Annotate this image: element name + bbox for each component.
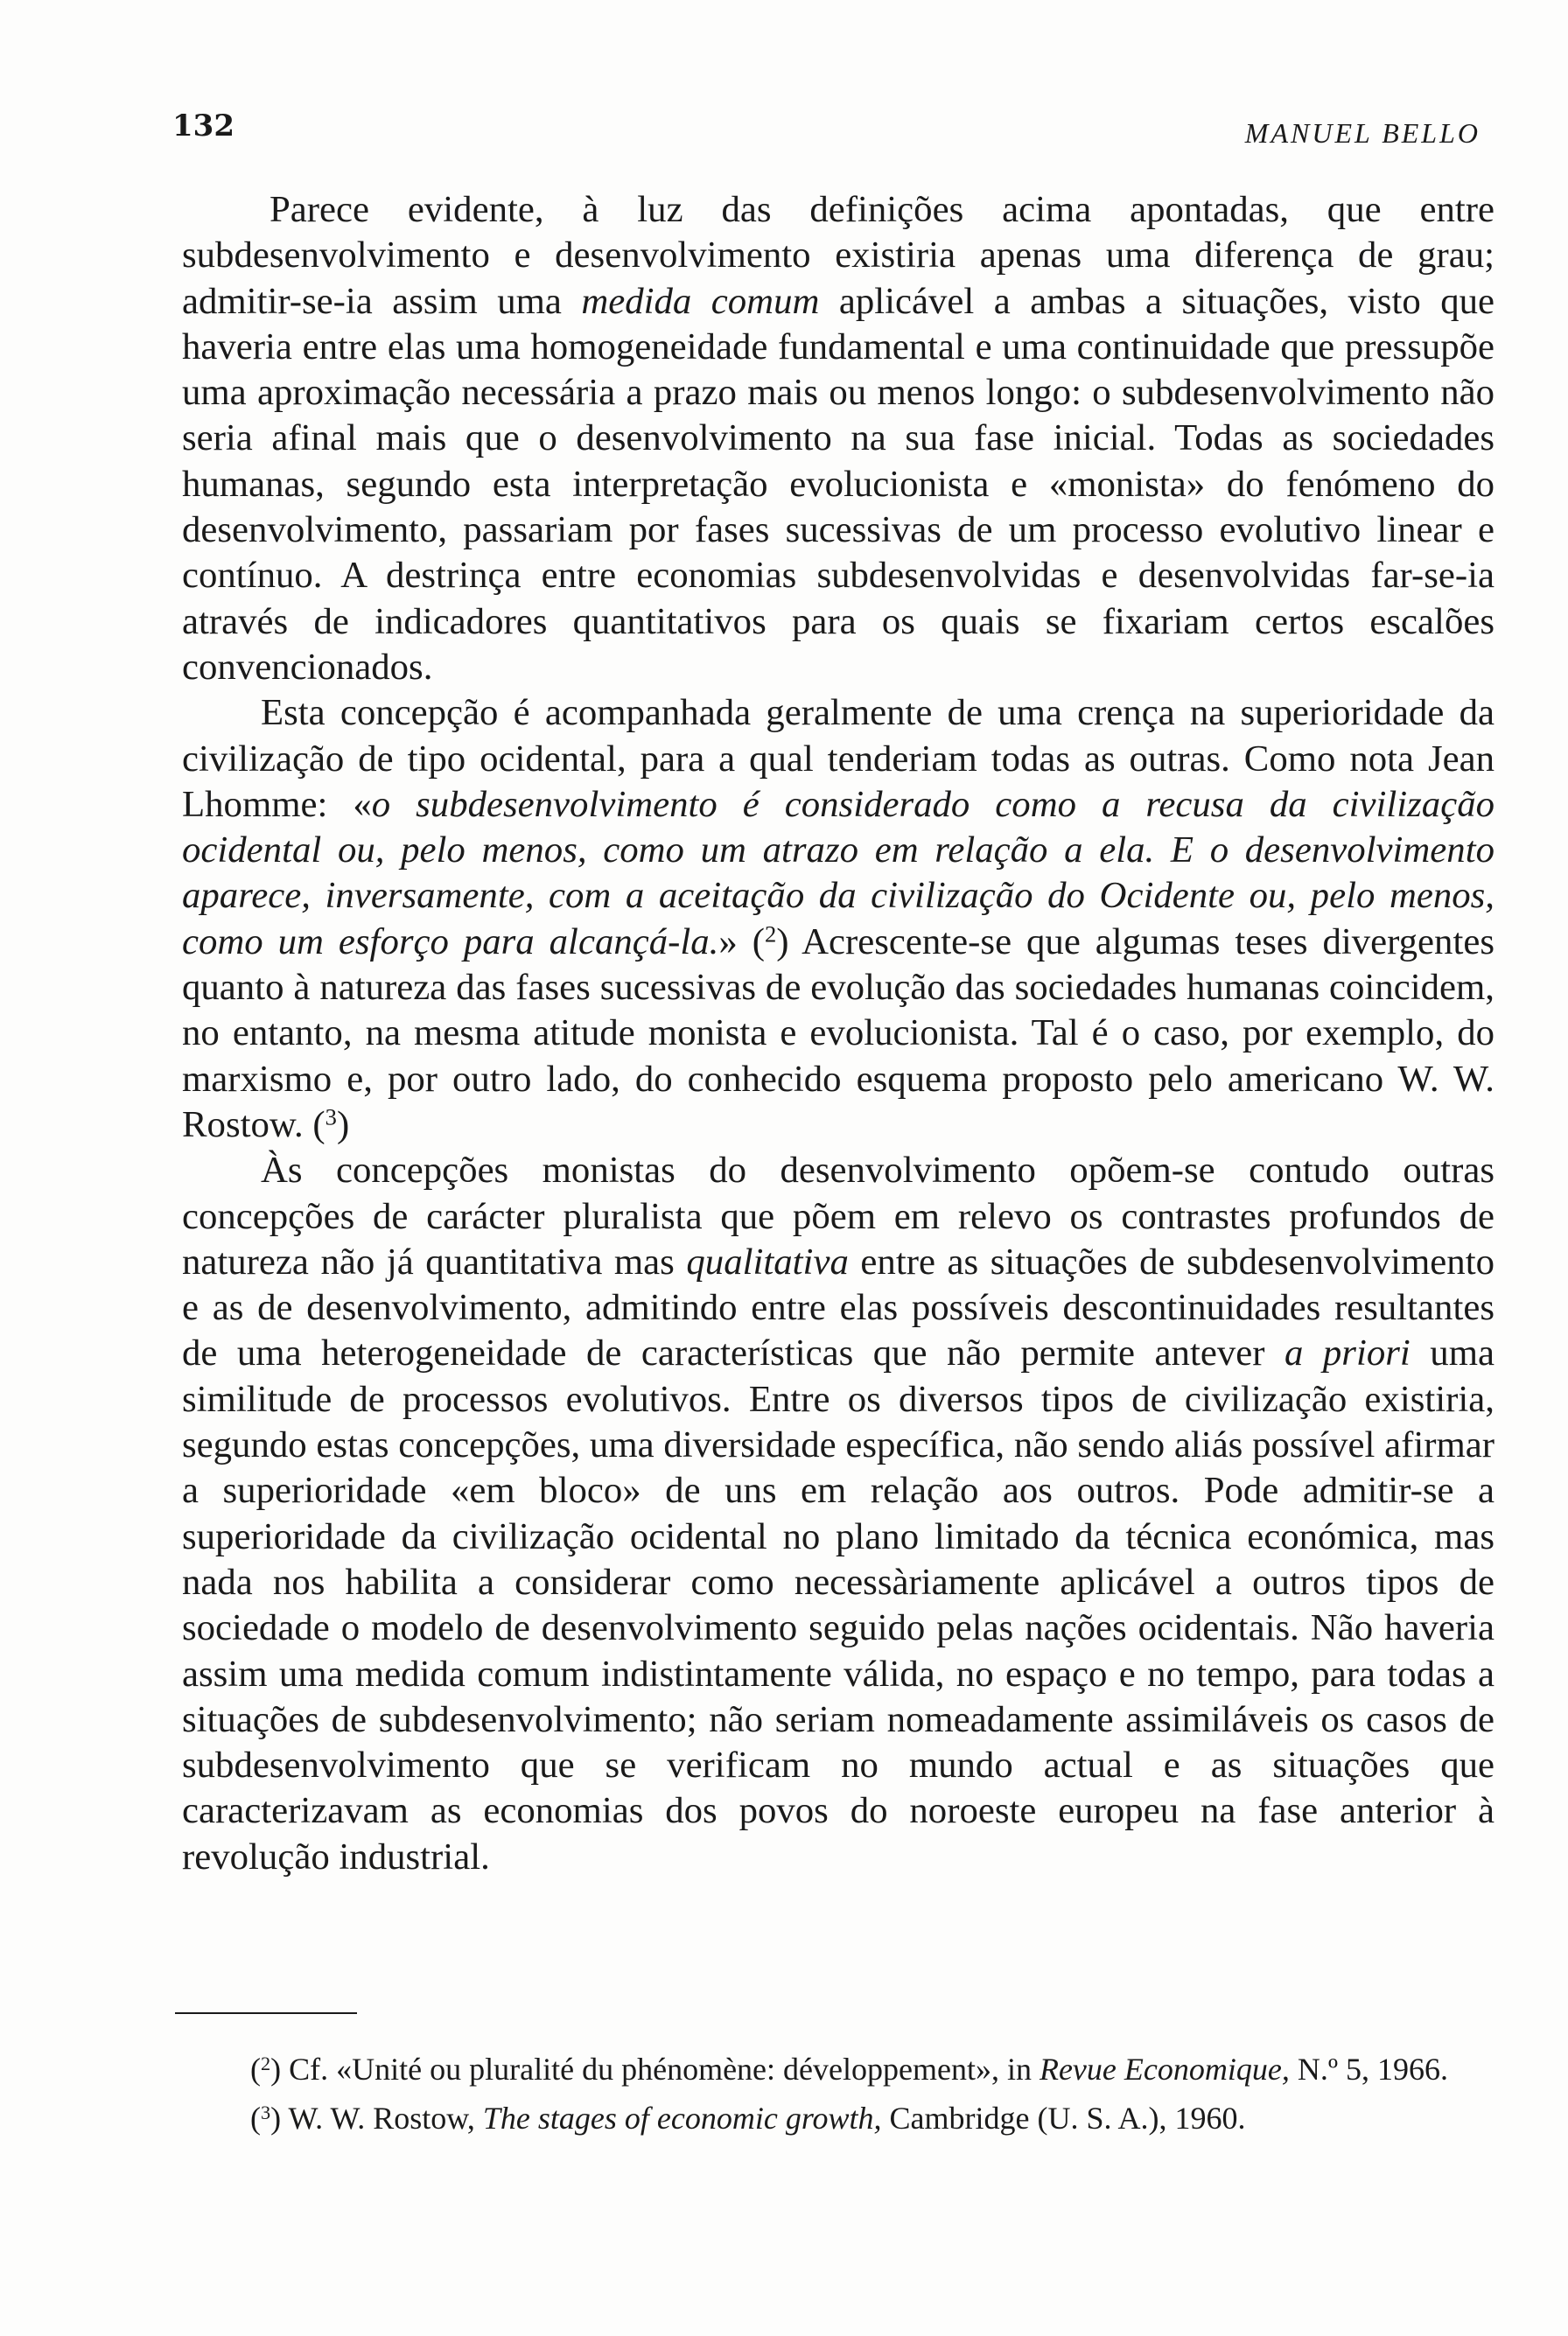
paragraph-2-text-4: ) (336, 1103, 350, 1145)
footnote-3-open: ( (250, 2101, 261, 2136)
footnote-ref-2[interactable]: 2 (764, 920, 777, 948)
paragraph-3-text-2: entre as situações de subdesenvolvimento e as de desenvolvimento, admitindo entre elas possíveis descontinuidades resultantes de uma heterogeneidade de características que não permite antever (182, 1241, 1494, 1374)
paragraph-3-italic-1: qualitativa (686, 1241, 849, 1283)
footnote-3-text-1: W. W. Rostow, (281, 2101, 483, 2136)
footnote-2-close: ) (270, 2052, 282, 2087)
footnote-2-journal: Revue Economique, (1039, 2052, 1290, 2087)
paragraph-3-italic-2: a priori (1284, 1332, 1410, 1374)
paragraph-2-text-1: Esta concepção é acompanhada geralmente de uma crença na superioridade da civilização de tipo ocidental, para a qual tenderiam todas as outras. Como nota Jean Lhomme: « (182, 692, 1494, 825)
paragraph-3-text-3: uma similitude de processos evolutivos. Entre os diversos tipos de civilização existiria, segundo estas concepções, uma diversidade específica, não sendo aliás possível afirmar a superioridade «em bloco» de uns em relação aos outros. Pode admitir-se a superioridade da civilização ocidental no plano limitado da técnica económica, mas nada nos habilita a considerar como necessàriamente aplicável a outros tipos de sociedade o modelo de desenvolvimento seguido pelas nações ocidentais. Não haveria assim uma medida comum indistintamente válida, no espaço e no tempo, para todas a situações de subdesenvolvimento; não seriam nomeadamente assimiláveis os casos de subdesenvolvimento que se verificam no mundo actual e as situações que caracterizavam as economias dos povos do noroeste europeu na fase anterior à revolução industrial. (182, 1332, 1494, 1878)
footnote-separator (175, 2012, 357, 2014)
footnote-2 (175, 2049, 1493, 2089)
footnote-2-text-1: Cf. «Unité ou pluralité du phénomène: développement», in (281, 2052, 1040, 2087)
paragraph-3-text-1: Às concepções monistas do desenvolvimento opõem-se contudo outras concepções de carácter pluralista que põem em relevo os contrastes profundos de natureza não já quantitativa mas (182, 1150, 1494, 1283)
running-title: MANUEL BELLO (1244, 117, 1480, 149)
footnote-2-open: ( (250, 2052, 261, 2087)
paragraph-2-text-3: ) Acrescente-se que algumas teses divergentes quanto à natureza das fases sucessivas de evolução das sociedades humanas coincidem, no entanto, na mesma atitude monista e evolucionista. Tal é o caso, por exemplo, do marxismo e, por outro lado, do conhecido esquema proposto pelo americano W. W. Rostow. ( (182, 920, 1494, 1145)
footnote-ref-3[interactable]: 3 (325, 1103, 337, 1130)
page-number: 132 (172, 108, 234, 143)
running-header (172, 105, 1480, 157)
footnote-3-book-title: The stages of economic growth, (482, 2101, 882, 2136)
paragraph-1-italic-1: medida comum (581, 280, 820, 322)
paragraph-1-text-1: Parece evidente, à luz das definições acima apontadas, que entre subdesenvolvimento e desenvolvimento existiria apenas uma diferença de grau; admitir-se-ia assim uma (182, 189, 1494, 322)
paragraph-2 (182, 690, 1494, 1148)
footnote-2-text-2: N.º 5, 1966. (1289, 2052, 1448, 2087)
footnote-2-number: 2 (261, 2052, 271, 2074)
paragraph-2-text-2: » ( (718, 920, 765, 962)
footnote-3-text-2: Cambridge (U. S. A.), 1960. (881, 2101, 1246, 2136)
paragraph-3 (182, 1148, 1494, 1880)
footnotes (175, 2049, 1493, 2147)
footnote-3-close: ) (270, 2101, 282, 2136)
paragraph-1-text-2: aplicável a ambas a situações, visto que haveria entre elas uma homogeneidade fundamental e uma continuidade que pressupõe uma aproximação necessária a prazo mais ou menos longo: o subdesenvolvimento não seria afinal mais que o desenvolvimento na sua fase inicial. Todas as sociedades humanas, segundo esta interpretação evolucionista e «monista» do fenómeno do desenvolvimento, passariam por fases sucessivas de um processo evolutivo linear e contínuo. A destrinça entre economias subdesenvolvidas e desenvolvidas far-se-ia através de indicadores quantitativos para os quais se fixariam certos escalões convencionados. (182, 280, 1494, 688)
paragraph-2-quote: o subdesenvolvimento é considerado como a recusa da civilização ocidental ou, pelo menos, como um atrazo em relação a ela. E o desenvolvimento aparece, inversamente, com a aceitação da civilização do Ocidente ou, pelo menos, como um esforço para alcançá-la. (182, 783, 1494, 962)
footnote-3 (175, 2098, 1493, 2138)
paragraph-1 (182, 187, 1494, 690)
body-text (182, 187, 1494, 1880)
footnote-3-number: 3 (261, 2101, 271, 2123)
